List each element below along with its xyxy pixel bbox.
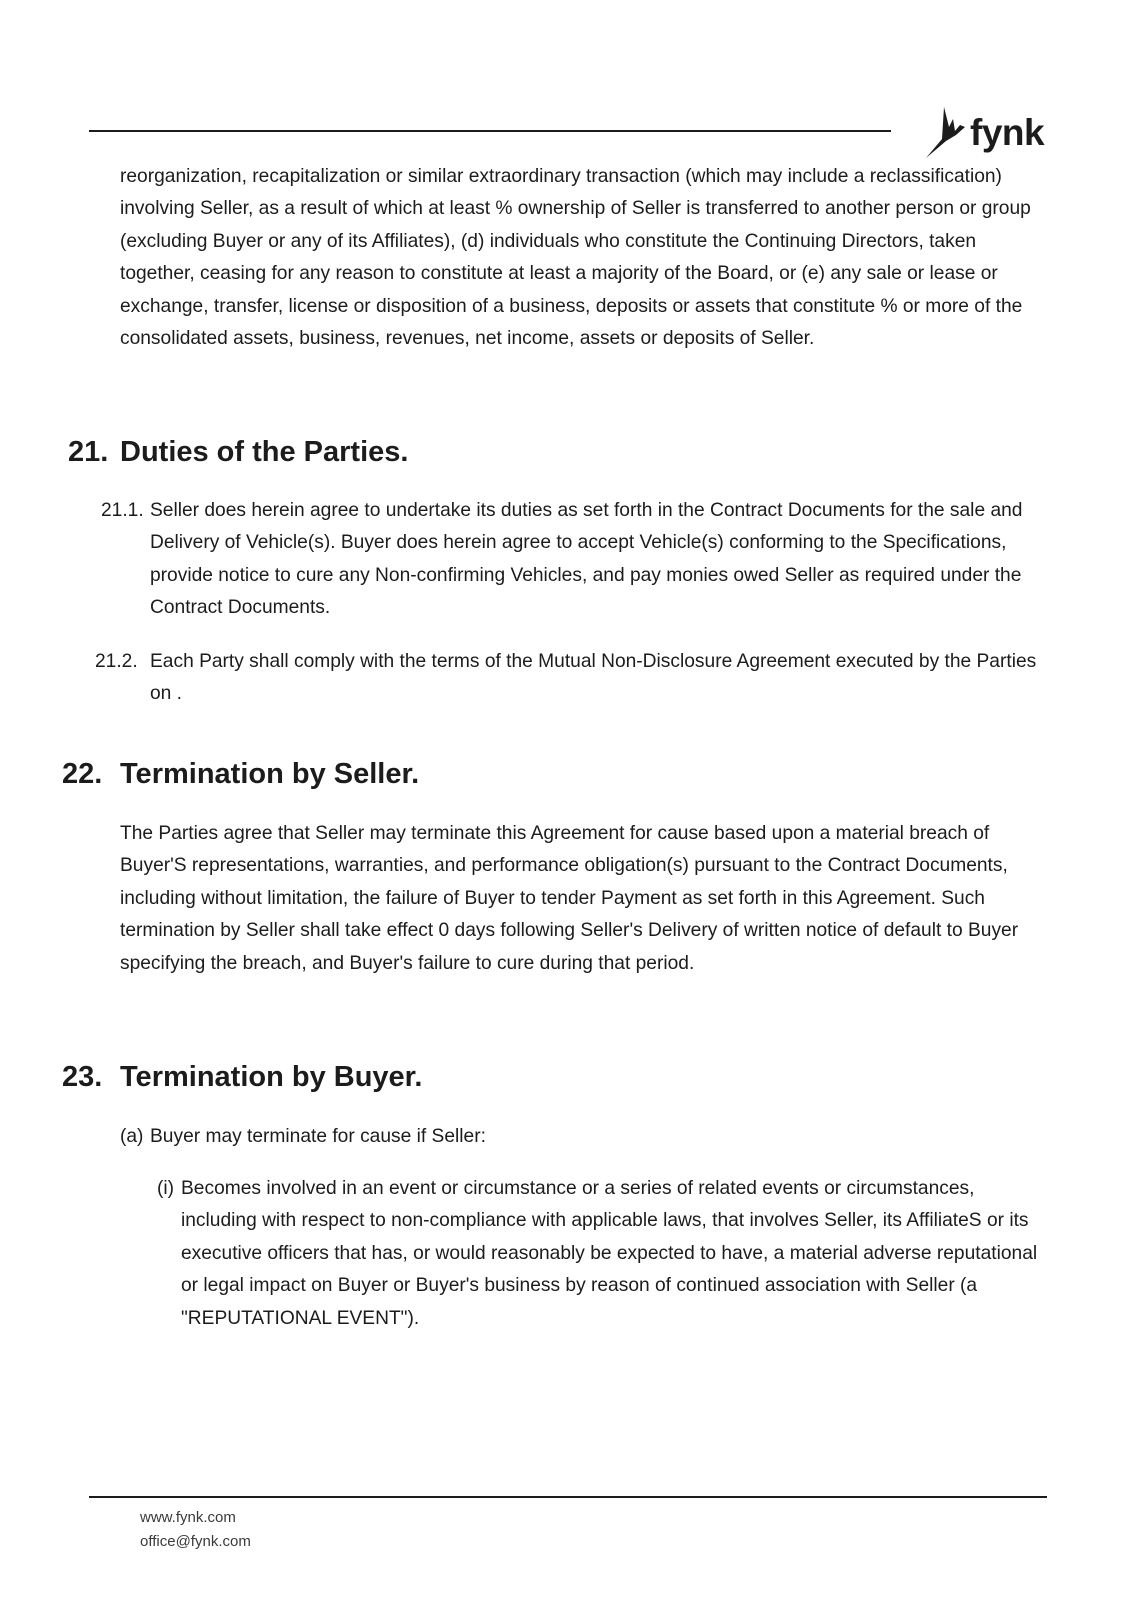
section-number: 21. — [68, 436, 109, 468]
section-23-heading — [62, 1059, 422, 1095]
clause-text: Seller does herein agree to undertake its duties as set forth in the Contract Documents for the sale and Delivery of Vehicle(s). Buyer does herein agree to accept Vehicle(s) conforming to the Specifications, provide notice to cure any Non-confirming Vehicles, and pay monies owed Seller as required under the Contract Documents. — [150, 500, 1023, 619]
clause-text: Becomes involved in an event or circumstance or a series of related events or circumstances, including with respect to non-compliance with applicable laws, that involves Seller, its AffiliateS or its executive officers that has, or would reasonably be expected to have, a material adverse reputational or legal impact on Buyer or Buyer's business by reason of continued association with Seller (a "REPUTATIONAL EVENT"). — [181, 1178, 1038, 1329]
brand-name: fynk — [970, 111, 1045, 153]
clause-text: Buyer may terminate for cause if Seller: — [150, 1126, 486, 1147]
section-21-heading — [68, 434, 408, 470]
section-22-heading — [62, 756, 419, 792]
footer-divider — [89, 1496, 1047, 1498]
header-divider — [89, 130, 891, 132]
clause-text: Each Party shall comply with the terms of the Mutual Non-Disclosure Agreement executed by the Parties on . — [150, 651, 1037, 705]
clause-23-a — [120, 1121, 486, 1153]
section-number: 22. — [62, 758, 103, 790]
section-title: Termination by Buyer. — [120, 1061, 423, 1093]
section-title: Duties of the Parties. — [120, 436, 409, 468]
section-22-paragraph: The Parties agree that Seller may terminate this Agreement for cause based upon a material breach of Buyer'S representations, warranties, and performance obligation(s) pursuant to the Contract Documents, including without limitation, the failure of Buyer to tender Payment as set forth in this Agreement. Such termination by Seller shall take effect 0 days following Seller's Delivery of written notice of default to Buyer specifying the breach, and Buyer's failure to cure during that period. — [120, 823, 1019, 974]
footer-website: www.fynk.com — [140, 1509, 236, 1526]
clause-number: 21.1. — [101, 500, 144, 521]
brand-logo — [922, 104, 1044, 160]
clause-23-a-i — [157, 1173, 1050, 1335]
footer-email: office@fynk.com — [140, 1533, 251, 1550]
fynk-bird-logo-icon — [922, 105, 966, 159]
clause-21-2 — [95, 646, 1051, 711]
clause-label: (i) — [157, 1178, 175, 1199]
clause-21-1 — [101, 495, 1051, 625]
clause-label: (a) — [120, 1126, 144, 1147]
section-number: 23. — [62, 1061, 103, 1093]
section-title: Termination by Seller. — [120, 758, 420, 790]
clause-number: 21.2. — [95, 651, 138, 672]
intro-paragraph: reorganization, recapitalization or similar extraordinary transaction (which may include a reclassification) involving Seller, as a result of which at least % ownership of Seller is transferred to another person or group (excluding Buyer or any of its Affiliates), (d) individuals who constitute the Continuing Directors, taken together, ceasing for any reason to constitute at least a majority of the Board, or (e) any sale or lease or exchange, transfer, license or disposition of a business, deposits or assets that constitute % or more of the consolidated assets, business, revenues, net income, assets or deposits of Seller. — [120, 166, 1031, 350]
